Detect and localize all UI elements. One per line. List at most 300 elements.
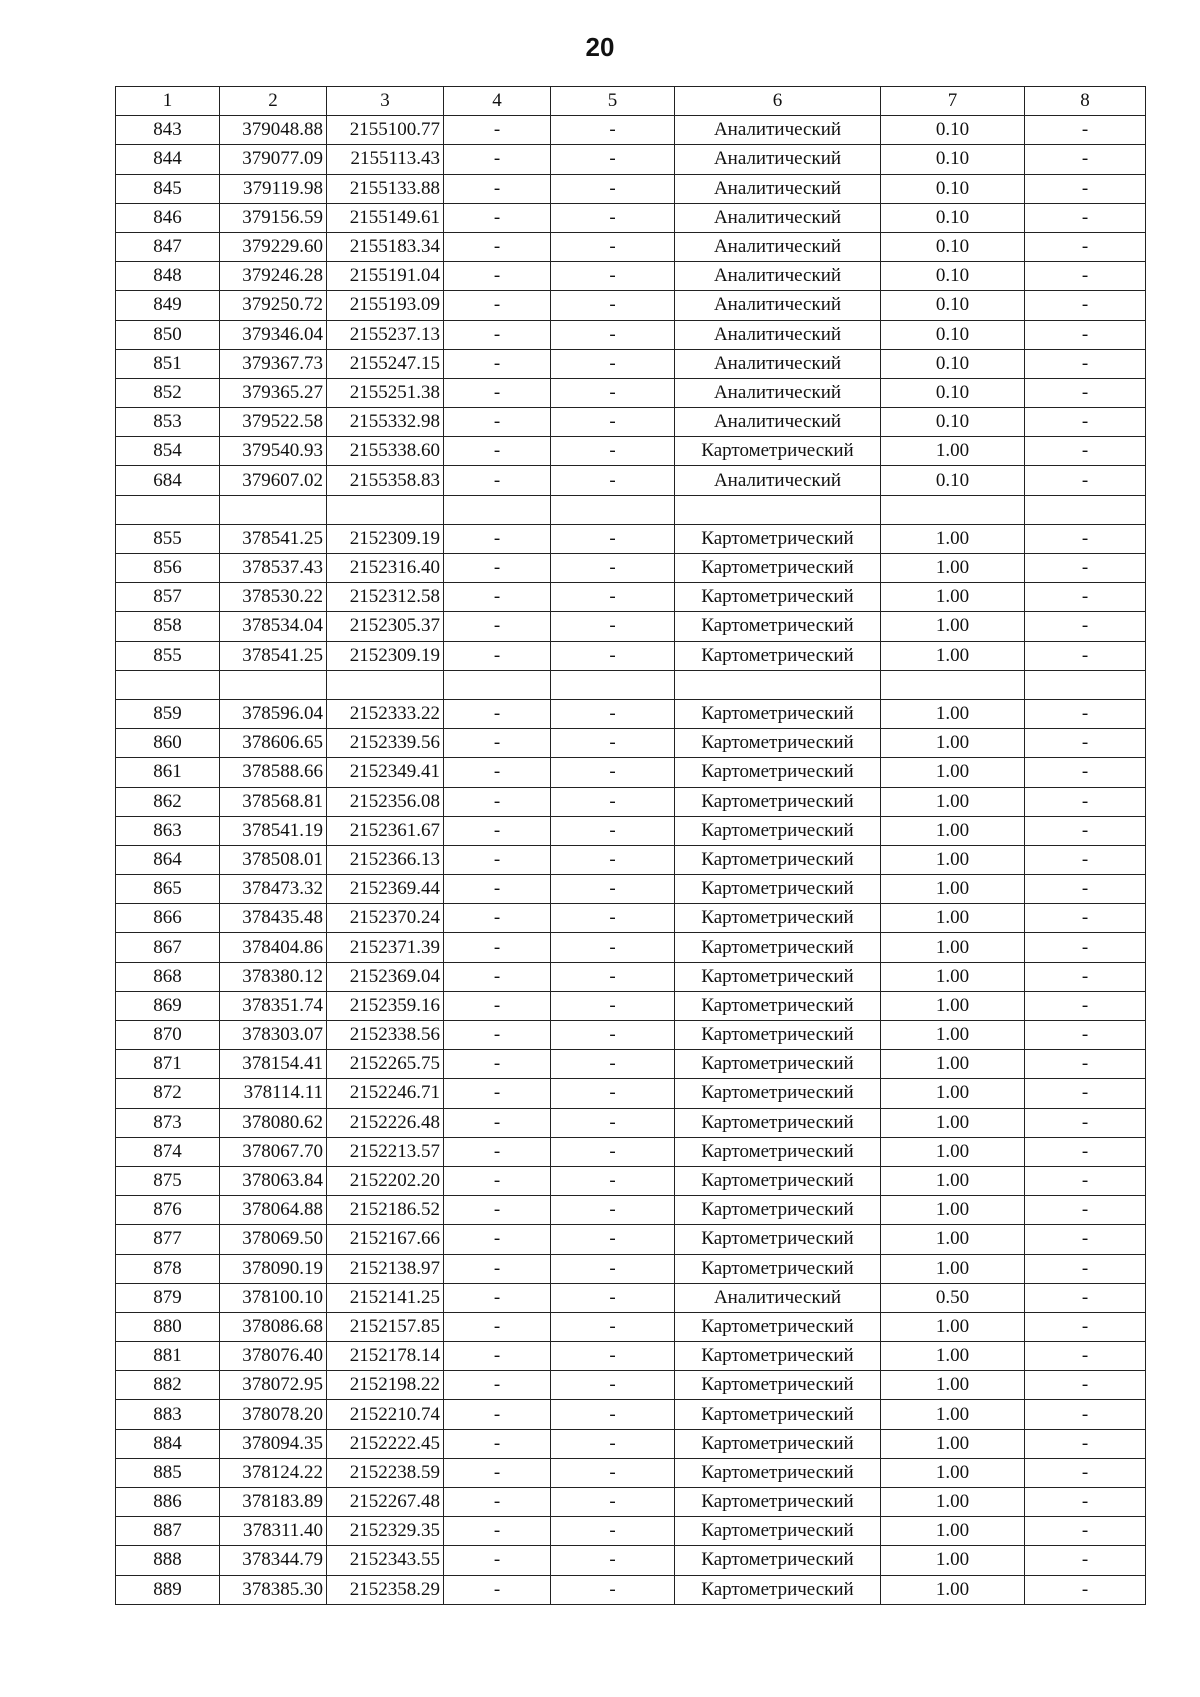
y-coordinate-cell: 2155100.77 <box>327 116 444 145</box>
y-coordinate-cell: 2152167.66 <box>327 1225 444 1254</box>
method-cell: Картометрический <box>675 437 881 466</box>
column-8-cell: - <box>1025 1225 1146 1254</box>
table-row <box>116 349 1146 378</box>
column-4-cell: - <box>444 145 551 174</box>
column-8-cell: - <box>1025 1079 1146 1108</box>
method-cell: Картометрический <box>675 1137 881 1166</box>
column-8-cell: - <box>1025 174 1146 203</box>
y-coordinate-cell: 2152138.97 <box>327 1254 444 1283</box>
column-header: 6 <box>675 87 881 116</box>
column-4-cell <box>444 670 551 699</box>
table-header-row <box>116 87 1146 116</box>
y-coordinate-cell: 2155193.09 <box>327 291 444 320</box>
method-cell: Картометрический <box>675 933 881 962</box>
y-coordinate-cell: 2152305.37 <box>327 612 444 641</box>
table-row <box>116 758 1146 787</box>
column-8-cell: - <box>1025 612 1146 641</box>
method-cell: Аналитический <box>675 262 881 291</box>
x-coordinate-cell: 378076.40 <box>220 1342 327 1371</box>
point-number-cell: 869 <box>116 991 220 1020</box>
y-coordinate-cell: 2155133.88 <box>327 174 444 203</box>
table-row <box>116 437 1146 466</box>
column-8-cell: - <box>1025 1429 1146 1458</box>
x-coordinate-cell: 378596.04 <box>220 699 327 728</box>
accuracy-cell: 1.00 <box>881 1546 1025 1575</box>
accuracy-cell: 0.10 <box>881 378 1025 407</box>
point-number-cell: 864 <box>116 845 220 874</box>
accuracy-cell: 1.00 <box>881 933 1025 962</box>
method-cell: Картометрический <box>675 1079 881 1108</box>
accuracy-cell: 0.10 <box>881 145 1025 174</box>
x-coordinate-cell: 379048.88 <box>220 116 327 145</box>
method-cell: Картометрический <box>675 1400 881 1429</box>
y-coordinate-cell: 2152361.67 <box>327 816 444 845</box>
method-cell: Аналитический <box>675 320 881 349</box>
accuracy-cell <box>881 495 1025 524</box>
x-coordinate-cell <box>220 495 327 524</box>
y-coordinate-cell <box>327 495 444 524</box>
column-5-cell: - <box>551 816 675 845</box>
table-row <box>116 1050 1146 1079</box>
x-coordinate-cell: 378541.25 <box>220 641 327 670</box>
column-4-cell: - <box>444 174 551 203</box>
column-4-cell: - <box>444 1400 551 1429</box>
x-coordinate-cell: 378404.86 <box>220 933 327 962</box>
column-4-cell: - <box>444 583 551 612</box>
x-coordinate-cell: 378534.04 <box>220 612 327 641</box>
column-8-cell: - <box>1025 1546 1146 1575</box>
column-5-cell: - <box>551 875 675 904</box>
column-8-cell: - <box>1025 787 1146 816</box>
column-5-cell: - <box>551 203 675 232</box>
x-coordinate-cell: 378473.32 <box>220 875 327 904</box>
accuracy-cell: 1.00 <box>881 845 1025 874</box>
table-row <box>116 612 1146 641</box>
column-8-cell: - <box>1025 145 1146 174</box>
column-5-cell: - <box>551 1050 675 1079</box>
column-8-cell: - <box>1025 437 1146 466</box>
y-coordinate-cell: 2155358.83 <box>327 466 444 495</box>
column-8-cell: - <box>1025 1137 1146 1166</box>
point-number-cell: 889 <box>116 1575 220 1604</box>
column-5-cell: - <box>551 1371 675 1400</box>
column-4-cell: - <box>444 203 551 232</box>
method-cell: Картометрический <box>675 787 881 816</box>
method-cell: Картометрический <box>675 1196 881 1225</box>
method-cell: Картометрический <box>675 991 881 1020</box>
table-row <box>116 1312 1146 1341</box>
column-4-cell: - <box>444 466 551 495</box>
x-coordinate-cell: 379365.27 <box>220 378 327 407</box>
column-8-cell: - <box>1025 1312 1146 1341</box>
point-number-cell: 857 <box>116 583 220 612</box>
point-number-cell: 874 <box>116 1137 220 1166</box>
accuracy-cell: 1.00 <box>881 1108 1025 1137</box>
point-number-cell: 854 <box>116 437 220 466</box>
column-5-cell: - <box>551 845 675 874</box>
column-4-cell: - <box>444 962 551 991</box>
method-cell <box>675 495 881 524</box>
column-8-cell: - <box>1025 962 1146 991</box>
table-row <box>116 1283 1146 1312</box>
point-number-cell: 886 <box>116 1488 220 1517</box>
column-5-cell: - <box>551 466 675 495</box>
column-4-cell: - <box>444 991 551 1020</box>
column-5-cell: - <box>551 699 675 728</box>
point-number-cell: 850 <box>116 320 220 349</box>
method-cell: Аналитический <box>675 408 881 437</box>
table-row <box>116 524 1146 553</box>
column-4-cell: - <box>444 904 551 933</box>
column-4-cell: - <box>444 612 551 641</box>
column-5-cell: - <box>551 1108 675 1137</box>
method-cell: Картометрический <box>675 1254 881 1283</box>
accuracy-cell: 1.00 <box>881 1458 1025 1487</box>
accuracy-cell: 1.00 <box>881 1517 1025 1546</box>
column-8-cell: - <box>1025 1488 1146 1517</box>
column-5-cell: - <box>551 145 675 174</box>
accuracy-cell: 1.00 <box>881 1254 1025 1283</box>
point-number-cell <box>116 495 220 524</box>
point-number-cell: 855 <box>116 641 220 670</box>
accuracy-cell: 1.00 <box>881 1225 1025 1254</box>
column-4-cell: - <box>444 1050 551 1079</box>
accuracy-cell: 1.00 <box>881 1196 1025 1225</box>
column-8-cell: - <box>1025 699 1146 728</box>
y-coordinate-cell: 2152316.40 <box>327 554 444 583</box>
table-row <box>116 729 1146 758</box>
y-coordinate-cell: 2152226.48 <box>327 1108 444 1137</box>
method-cell: Картометрический <box>675 875 881 904</box>
x-coordinate-cell <box>220 670 327 699</box>
x-coordinate-cell: 378385.30 <box>220 1575 327 1604</box>
point-number-cell: 852 <box>116 378 220 407</box>
column-4-cell: - <box>444 1488 551 1517</box>
point-number-cell: 880 <box>116 1312 220 1341</box>
method-cell: Аналитический <box>675 232 881 261</box>
y-coordinate-cell: 2152356.08 <box>327 787 444 816</box>
method-cell: Картометрический <box>675 1342 881 1371</box>
column-5-cell: - <box>551 1342 675 1371</box>
method-cell: Картометрический <box>675 1312 881 1341</box>
accuracy-cell: 1.00 <box>881 1312 1025 1341</box>
column-4-cell: - <box>444 1108 551 1137</box>
point-number-cell: 846 <box>116 203 220 232</box>
method-cell: Картометрический <box>675 612 881 641</box>
table-row <box>116 554 1146 583</box>
column-8-cell: - <box>1025 1517 1146 1546</box>
column-5-cell: - <box>551 408 675 437</box>
table-row <box>116 1488 1146 1517</box>
x-coordinate-cell: 379229.60 <box>220 232 327 261</box>
column-5-cell: - <box>551 904 675 933</box>
column-8-cell: - <box>1025 1575 1146 1604</box>
column-5-cell: - <box>551 1400 675 1429</box>
accuracy-cell: 0.10 <box>881 349 1025 378</box>
column-4-cell: - <box>444 262 551 291</box>
column-4-cell: - <box>444 232 551 261</box>
column-5-cell: - <box>551 1283 675 1312</box>
point-number-cell: 684 <box>116 466 220 495</box>
column-4-cell: - <box>444 1429 551 1458</box>
accuracy-cell: 1.00 <box>881 524 1025 553</box>
table-row <box>116 1166 1146 1195</box>
column-header: 3 <box>327 87 444 116</box>
y-coordinate-cell: 2152349.41 <box>327 758 444 787</box>
table-row <box>116 203 1146 232</box>
point-number-cell: 861 <box>116 758 220 787</box>
table-row <box>116 466 1146 495</box>
column-4-cell: - <box>444 1342 551 1371</box>
column-5-cell: - <box>551 1137 675 1166</box>
accuracy-cell: 0.10 <box>881 203 1025 232</box>
column-5-cell: - <box>551 1254 675 1283</box>
y-coordinate-cell: 2152369.44 <box>327 875 444 904</box>
table-row <box>116 699 1146 728</box>
x-coordinate-cell: 378568.81 <box>220 787 327 816</box>
method-cell: Картометрический <box>675 904 881 933</box>
column-4-cell: - <box>444 437 551 466</box>
accuracy-cell: 1.00 <box>881 875 1025 904</box>
table-row <box>116 1429 1146 1458</box>
x-coordinate-cell: 378537.43 <box>220 554 327 583</box>
table-row <box>116 875 1146 904</box>
column-5-cell: - <box>551 729 675 758</box>
y-coordinate-cell: 2152267.48 <box>327 1488 444 1517</box>
point-number-cell: 885 <box>116 1458 220 1487</box>
x-coordinate-cell: 378351.74 <box>220 991 327 1020</box>
column-5-cell: - <box>551 524 675 553</box>
column-8-cell: - <box>1025 1458 1146 1487</box>
column-5-cell: - <box>551 1166 675 1195</box>
method-cell: Картометрический <box>675 583 881 612</box>
column-8-cell: - <box>1025 758 1146 787</box>
table-row <box>116 1079 1146 1108</box>
x-coordinate-cell: 379250.72 <box>220 291 327 320</box>
y-coordinate-cell: 2152329.35 <box>327 1517 444 1546</box>
method-cell: Картометрический <box>675 1488 881 1517</box>
y-coordinate-cell: 2155338.60 <box>327 437 444 466</box>
column-4-cell: - <box>444 1458 551 1487</box>
table-row <box>116 641 1146 670</box>
table-row <box>116 816 1146 845</box>
x-coordinate-cell: 378080.62 <box>220 1108 327 1137</box>
table-row <box>116 1575 1146 1604</box>
column-5-cell <box>551 495 675 524</box>
table-row <box>116 262 1146 291</box>
y-coordinate-cell: 2152238.59 <box>327 1458 444 1487</box>
accuracy-cell: 0.10 <box>881 320 1025 349</box>
column-header: 4 <box>444 87 551 116</box>
point-number-cell: 845 <box>116 174 220 203</box>
column-5-cell: - <box>551 1488 675 1517</box>
x-coordinate-cell: 378090.19 <box>220 1254 327 1283</box>
method-cell: Картометрический <box>675 554 881 583</box>
y-coordinate-cell: 2152202.20 <box>327 1166 444 1195</box>
accuracy-cell: 0.10 <box>881 116 1025 145</box>
point-number-cell: 878 <box>116 1254 220 1283</box>
y-coordinate-cell: 2155191.04 <box>327 262 444 291</box>
table-row <box>116 232 1146 261</box>
column-4-cell: - <box>444 1079 551 1108</box>
column-5-cell: - <box>551 262 675 291</box>
accuracy-cell: 1.00 <box>881 699 1025 728</box>
x-coordinate-cell: 379522.58 <box>220 408 327 437</box>
column-5-cell: - <box>551 1312 675 1341</box>
y-coordinate-cell: 2152222.45 <box>327 1429 444 1458</box>
accuracy-cell: 1.00 <box>881 991 1025 1020</box>
point-number-cell: 843 <box>116 116 220 145</box>
y-coordinate-cell: 2152312.58 <box>327 583 444 612</box>
column-5-cell: - <box>551 612 675 641</box>
table-row <box>116 845 1146 874</box>
y-coordinate-cell: 2152333.22 <box>327 699 444 728</box>
column-5-cell: - <box>551 437 675 466</box>
y-coordinate-cell: 2155247.15 <box>327 349 444 378</box>
column-8-cell: - <box>1025 583 1146 612</box>
y-coordinate-cell: 2152366.13 <box>327 845 444 874</box>
point-number-cell: 862 <box>116 787 220 816</box>
column-4-cell: - <box>444 1546 551 1575</box>
column-8-cell <box>1025 495 1146 524</box>
x-coordinate-cell: 378541.25 <box>220 524 327 553</box>
accuracy-cell: 0.10 <box>881 408 1025 437</box>
column-8-cell: - <box>1025 1371 1146 1400</box>
column-5-cell: - <box>551 320 675 349</box>
coordinates-table <box>115 86 1146 1605</box>
y-coordinate-cell: 2152309.19 <box>327 641 444 670</box>
column-4-cell: - <box>444 787 551 816</box>
accuracy-cell: 1.00 <box>881 1021 1025 1050</box>
x-coordinate-cell: 378064.88 <box>220 1196 327 1225</box>
point-number-cell: 887 <box>116 1517 220 1546</box>
accuracy-cell: 1.00 <box>881 1429 1025 1458</box>
y-coordinate-cell: 2152339.56 <box>327 729 444 758</box>
point-number-cell: 851 <box>116 349 220 378</box>
point-number-cell: 849 <box>116 291 220 320</box>
column-5-cell: - <box>551 641 675 670</box>
x-coordinate-cell: 379246.28 <box>220 262 327 291</box>
column-4-cell: - <box>444 408 551 437</box>
accuracy-cell: 1.00 <box>881 1575 1025 1604</box>
column-8-cell: - <box>1025 232 1146 261</box>
point-number-cell: 870 <box>116 1021 220 1050</box>
method-cell: Картометрический <box>675 1517 881 1546</box>
x-coordinate-cell: 378380.12 <box>220 962 327 991</box>
x-coordinate-cell: 378344.79 <box>220 1546 327 1575</box>
accuracy-cell: 1.00 <box>881 1079 1025 1108</box>
column-8-cell: - <box>1025 349 1146 378</box>
column-8-cell: - <box>1025 991 1146 1020</box>
point-number-cell <box>116 670 220 699</box>
accuracy-cell: 0.10 <box>881 262 1025 291</box>
column-4-cell: - <box>444 1196 551 1225</box>
accuracy-cell: 1.00 <box>881 758 1025 787</box>
y-coordinate-cell: 2152213.57 <box>327 1137 444 1166</box>
column-8-cell: - <box>1025 1108 1146 1137</box>
column-8-cell: - <box>1025 641 1146 670</box>
point-number-cell: 858 <box>116 612 220 641</box>
point-number-cell: 847 <box>116 232 220 261</box>
column-4-cell: - <box>444 524 551 553</box>
table-row <box>116 1342 1146 1371</box>
column-4-cell: - <box>444 1137 551 1166</box>
column-5-cell: - <box>551 1458 675 1487</box>
method-cell: Аналитический <box>675 145 881 174</box>
y-coordinate-cell: 2152186.52 <box>327 1196 444 1225</box>
table-row <box>116 991 1146 1020</box>
point-number-cell: 865 <box>116 875 220 904</box>
column-4-cell: - <box>444 933 551 962</box>
column-header: 8 <box>1025 87 1146 116</box>
table-row <box>116 1137 1146 1166</box>
column-4-cell: - <box>444 1312 551 1341</box>
point-number-cell: 853 <box>116 408 220 437</box>
x-coordinate-cell: 378063.84 <box>220 1166 327 1195</box>
method-cell: Картометрический <box>675 845 881 874</box>
column-4-cell: - <box>444 1371 551 1400</box>
column-8-cell: - <box>1025 320 1146 349</box>
table-row <box>116 1400 1146 1429</box>
method-cell: Картометрический <box>675 699 881 728</box>
column-5-cell: - <box>551 554 675 583</box>
column-4-cell: - <box>444 845 551 874</box>
column-8-cell: - <box>1025 378 1146 407</box>
method-cell: Аналитический <box>675 116 881 145</box>
table-row <box>116 378 1146 407</box>
method-cell: Аналитический <box>675 1283 881 1312</box>
point-number-cell: 860 <box>116 729 220 758</box>
accuracy-cell: 1.00 <box>881 904 1025 933</box>
y-coordinate-cell: 2152369.04 <box>327 962 444 991</box>
accuracy-cell: 1.00 <box>881 1342 1025 1371</box>
accuracy-cell: 1.00 <box>881 816 1025 845</box>
column-5-cell: - <box>551 1575 675 1604</box>
x-coordinate-cell: 378094.35 <box>220 1429 327 1458</box>
accuracy-cell: 1.00 <box>881 612 1025 641</box>
x-coordinate-cell: 378303.07 <box>220 1021 327 1050</box>
y-coordinate-cell <box>327 670 444 699</box>
column-5-cell: - <box>551 933 675 962</box>
table-row <box>116 933 1146 962</box>
column-5-cell: - <box>551 1021 675 1050</box>
point-number-cell: 863 <box>116 816 220 845</box>
column-5-cell <box>551 670 675 699</box>
column-5-cell: - <box>551 583 675 612</box>
table-row <box>116 1254 1146 1283</box>
point-number-cell: 881 <box>116 1342 220 1371</box>
column-8-cell: - <box>1025 116 1146 145</box>
y-coordinate-cell: 2152309.19 <box>327 524 444 553</box>
x-coordinate-cell: 378124.22 <box>220 1458 327 1487</box>
column-5-cell: - <box>551 1429 675 1458</box>
y-coordinate-cell: 2155237.13 <box>327 320 444 349</box>
column-8-cell: - <box>1025 524 1146 553</box>
y-coordinate-cell: 2155149.61 <box>327 203 444 232</box>
y-coordinate-cell: 2152371.39 <box>327 933 444 962</box>
x-coordinate-cell: 378311.40 <box>220 1517 327 1546</box>
column-8-cell: - <box>1025 845 1146 874</box>
point-number-cell: 866 <box>116 904 220 933</box>
accuracy-cell: 1.00 <box>881 729 1025 758</box>
column-8-cell: - <box>1025 1050 1146 1079</box>
column-5-cell: - <box>551 758 675 787</box>
method-cell: Картометрический <box>675 1166 881 1195</box>
accuracy-cell: 1.00 <box>881 1371 1025 1400</box>
column-4-cell: - <box>444 758 551 787</box>
table-row <box>116 904 1146 933</box>
method-cell: Картометрический <box>675 729 881 758</box>
